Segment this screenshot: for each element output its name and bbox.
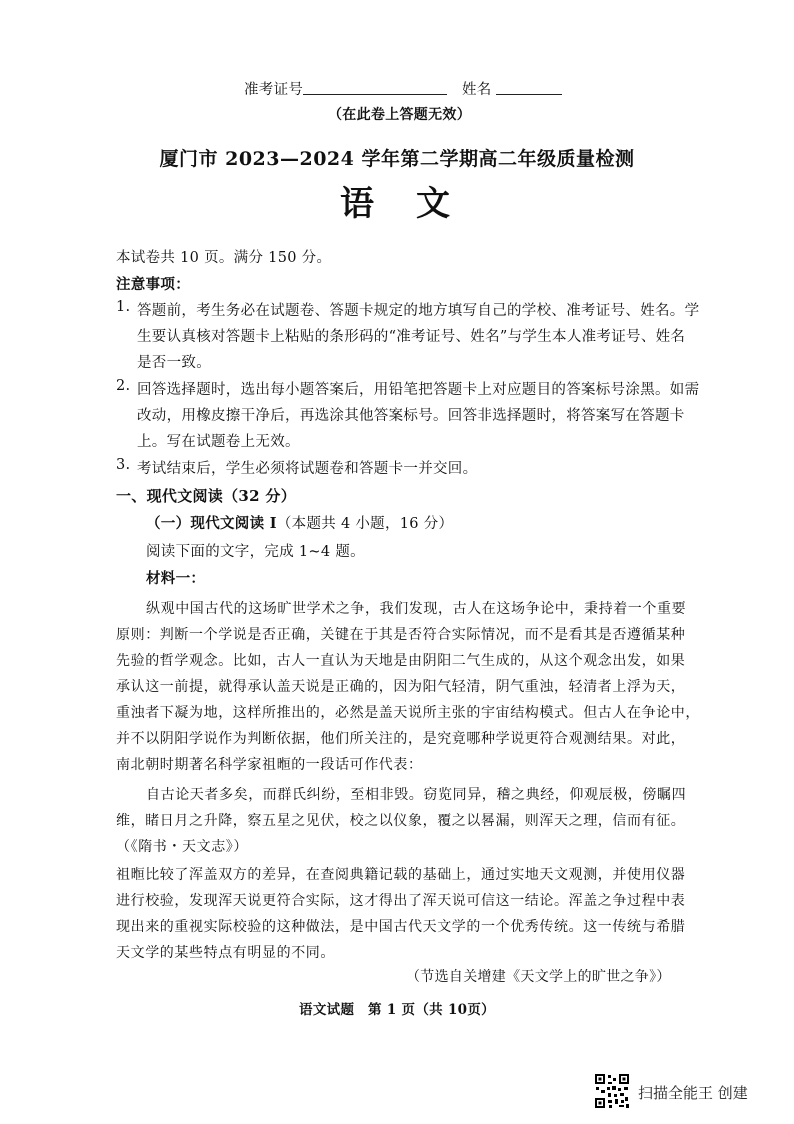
note-line: 上。写在试题卷上无效。 [137, 434, 300, 450]
subsection-title-main: （一）现代文阅读 I [146, 515, 277, 532]
quote-source: （《隋书・天文志》） [116, 839, 248, 855]
note-number: 3. [116, 457, 131, 473]
note-line: 改动，用橡皮擦干净后，再选涂其他答案标号。回答非选择题时，将答案写在答题卡 [137, 408, 685, 424]
note-number: 1. [116, 299, 131, 315]
quote-line: 自古论天者多矣，而群氏纠纷，至相非毁。窃览同异，稽之典经，仰观辰极，傍瞩四 [146, 787, 687, 803]
note-line: 生要认真核对答题卡上粘贴的条形码的“准考证号、姓名”与学生本人准考证号、姓名 [137, 329, 686, 345]
passage-line: 现出来的重视实际校验的这种做法，是中国古代天文学的一个优秀传统。这一传统与希腊 [116, 919, 686, 935]
qr-code-icon [594, 1073, 630, 1109]
note-line: 是否一致。 [137, 355, 211, 371]
passage-line: 纵观中国古代的这场旷世学术之争，我们发现，古人在这场争论中，秉持着一个重要 [146, 601, 687, 617]
admission-number-blank [303, 94, 447, 95]
invalid-answer-notice: （在此卷上答题无效） [328, 107, 471, 123]
notes-title: 注意事项： [116, 276, 190, 293]
section-title: 一、现代文阅读（32 分） [116, 487, 296, 505]
reading-instruction: 阅读下面的文字，完成 1~4 题。 [146, 544, 365, 560]
material-label: 材料一： [146, 570, 206, 587]
passage-line: 承认这一前提，就得承认盖天说是正确的，因为阳气轻清，阴气重浊，轻清者上浮为天， [116, 679, 686, 695]
passage-line: 南北朝时期著名科学家祖暅的一段话可作代表： [116, 757, 423, 773]
note-number: 2. [116, 378, 131, 394]
passage-line: 原则：判断一个学说是否正确，关键在于其是否符合实际情况，而不是看其是否遵循某种 [116, 627, 686, 643]
quote-line: 维，睹日月之升降，察五星之见伏，校之以仪象，覆之以晷漏，则浑天之理，信而有征。 [116, 813, 686, 829]
admission-number-label: 准考证号 [244, 82, 304, 98]
subsection-title [146, 512, 453, 533]
source-citation: （节选自关增建《天文学上的旷世之争》） [406, 969, 671, 985]
note-line: 考试结束后，学生必须将试题卷和答题卡一并交回。 [137, 461, 478, 477]
note-line: 答题前，考生务必在试题卷、答题卡规定的地方填写自己的学校、准考证号、姓名。学 [137, 303, 700, 319]
passage-line: 并不以阴阳学说作为判断依据，他们所关注的，是究竟哪种学说更符合观测结果。对此， [116, 731, 686, 747]
passage-line: 祖暅比较了浑盖双方的差异，在查阅典籍记载的基础上，通过实地天文观测，并使用仪器 [116, 867, 686, 883]
passage-line: 先验的哲学观念。比如，古人一直认为天地是由阴阳二气生成的，从这个观念出发，如果 [116, 653, 686, 669]
subsection-title-detail: （本题共 4 小题，16 分） [276, 516, 454, 532]
page-number: 语文试题 第 1 页（共 10页） [299, 1002, 495, 1018]
subject-title: 语 文 [340, 184, 454, 224]
passage-line: 进行校验，发现浑天说更符合实际，这才得出了浑天说可信这一结论。浑盖之争过程中表 [116, 893, 686, 909]
name-blank [496, 94, 562, 95]
exam-title: 厦门市 2023—2024 学年第二学期高二年级质量检测 [159, 148, 635, 170]
exam-summary: 本试卷共 10 页。满分 150 分。 [116, 250, 332, 266]
note-line: 回答选择题时，选出每小题答案后，用铅笔把答题卡上对应题目的答案标号涂黑。如需 [137, 382, 700, 398]
name-label: 姓名 [462, 82, 492, 98]
passage-line: 重浊者下凝为地，这样所推出的，必然是盖天说所主张的宇宙结构模式。但古人在争论中， [116, 705, 700, 721]
passage-line: 天文学的某些特点有明显的不同。 [116, 945, 335, 961]
scanner-watermark: 扫描全能王 创建 [638, 1084, 748, 1102]
